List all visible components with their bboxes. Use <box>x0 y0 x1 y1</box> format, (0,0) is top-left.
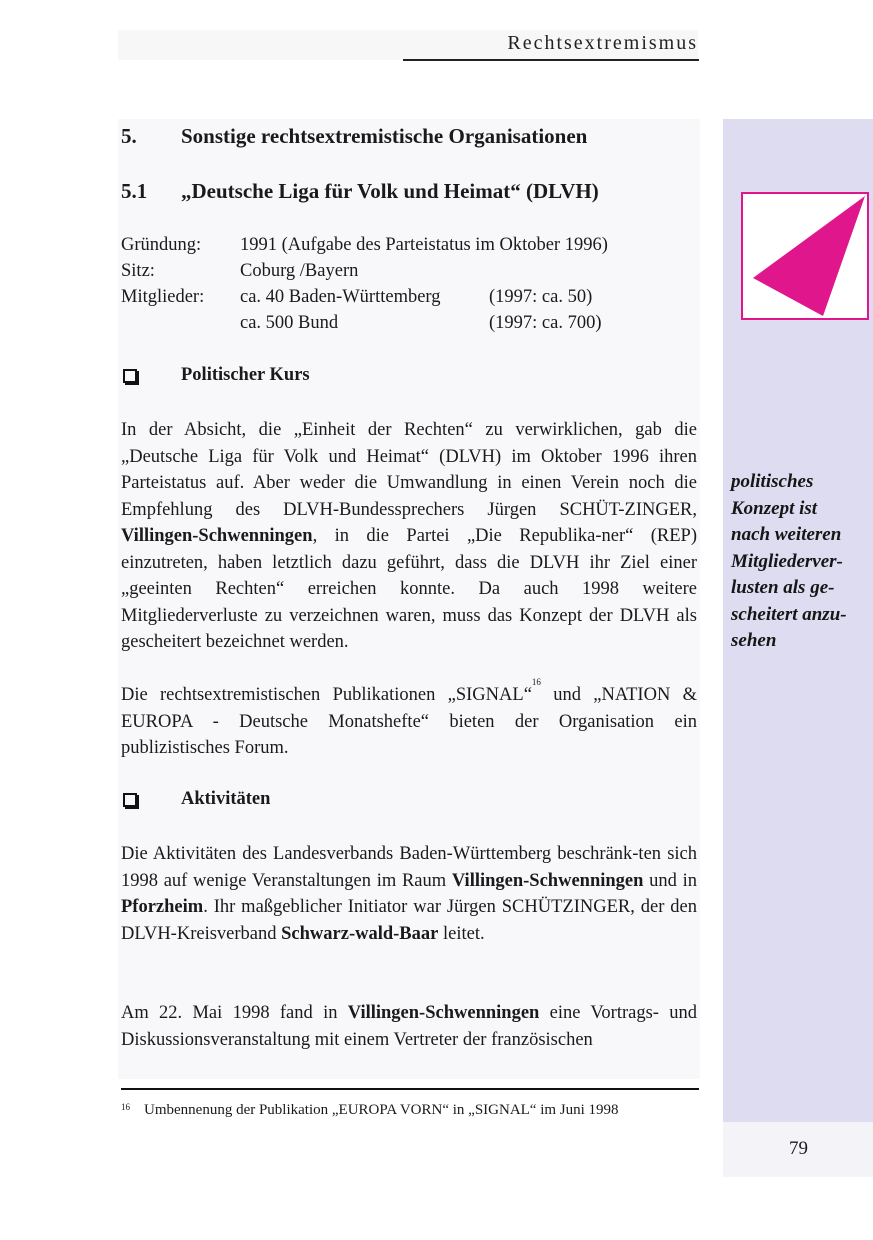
text-run-bold: Villingen-Schwenningen <box>347 1003 540 1023</box>
paragraph <box>121 417 697 656</box>
footnote-text: Umbennenung der Publikation „EUROPA VORN“ in „SIGNAL“ im Juni 1998 <box>144 1102 619 1118</box>
text-run: leitet. <box>438 923 485 944</box>
subsection-heading <box>121 179 599 204</box>
subsection-title: „Deutsche Liga für Volk und Heimat“ (DLVH) <box>181 179 599 203</box>
page-number: 79 <box>789 1138 808 1159</box>
fact-label: Mitglieder: <box>121 287 205 307</box>
text-run: und in <box>643 870 697 891</box>
paragraph <box>121 1000 697 1053</box>
section-heading <box>121 124 587 149</box>
footnote-number: 16 <box>121 1102 130 1112</box>
fact-row <box>121 310 608 336</box>
fact-row <box>121 232 608 258</box>
footnote-reference: 16 <box>531 677 541 687</box>
fact-row <box>121 284 608 310</box>
subsection-aktivitaeten <box>121 789 270 810</box>
text-run: . Ihr maßgeblicher Initiator war Jürgen SCHÜTZINGER, der den DLVH-Kreisverband <box>121 897 697 944</box>
magenta-triangle-logo-icon <box>741 192 869 320</box>
text-run-bold: Villingen-Schwenningen <box>121 526 313 546</box>
text-run: eine Vortrags- und Diskussionsveranstaltung mit einem Vertreter der französischen <box>121 1003 697 1050</box>
paragraph <box>121 677 697 762</box>
paragraph <box>121 841 697 947</box>
section-number: 5. <box>121 124 137 148</box>
text-run: und „NATION & EUROPA - Deutsche Monatshefte“ bieten der Organisation ein publizistisches Forum. <box>121 685 697 758</box>
fact-value: Coburg /Bayern <box>240 261 359 281</box>
text-run: Die rechtsextremistischen Publikationen „SIGNAL“ <box>121 685 532 705</box>
checkbox-bullet-icon <box>123 369 137 383</box>
text-run-bold: Schwarz-wald-Baar <box>281 923 439 944</box>
text-run: Am 22. Mai 1998 fand in <box>121 1003 348 1023</box>
subsection-heading-label: Politischer Kurs <box>181 365 310 385</box>
fact-value: ca. 500 Bund <box>240 313 339 333</box>
text-run: In der Absicht, die „Einheit der Rechten“ zu verwirklichen, gab die „Deutsche Liga für Volk und Heimat“ (DLVH) im Oktober 1996 ihren Parteistatus auf. Aber weder die Umwandlung in einen Verein noch die Empfehlung des DLVH-Bundessprechers Jürgen SCHÜT-ZINGER, <box>121 420 697 520</box>
running-head: Rechtsextremismus <box>507 32 698 54</box>
fact-extra: (1997: ca. 700) <box>489 313 602 333</box>
fact-extra: (1997: ca. 50) <box>489 287 593 307</box>
footnote <box>121 1102 619 1119</box>
checkbox-bullet-icon <box>123 793 137 807</box>
fact-label: Sitz: <box>121 261 155 281</box>
footnote-rule <box>121 1088 699 1090</box>
text-run-bold: Pforzheim <box>121 897 204 917</box>
subsection-heading-label: Aktivitäten <box>181 789 271 809</box>
subsection-number: 5.1 <box>121 179 148 203</box>
margin-note: politisches Konzept ist nach weiteren Mitgliederver- lusten als ge- scheitert anzu- sehen <box>731 471 847 651</box>
facts-table <box>121 232 608 336</box>
section-title: Sonstige rechtsextremistische Organisationen <box>181 124 588 148</box>
fact-label: Gründung: <box>121 235 202 255</box>
fact-value: ca. 40 Baden-Württemberg <box>240 287 441 307</box>
fact-value: 1991 (Aufgabe des Parteistatus im Oktober 1996) <box>240 235 608 255</box>
text-run-bold: Villingen-Schwenningen <box>451 870 644 891</box>
fact-label <box>121 310 240 336</box>
text-run: , in die Partei „Die Republika-ner“ (REP) einzutreten, haben letztlich dazu geführt, dass die DLVH ihr Ziel einer „geeinten Rechten“ erreichen konnte. Da auch 1998 weitere Mitgliederverluste zu verzeichnen waren, muss das Konzept der DLVH als gescheitert bezeichnet werden. <box>121 526 697 652</box>
fact-row <box>121 258 608 284</box>
header-rule <box>403 59 699 61</box>
text-run: Die Aktivitäten des Landesverbands Baden-Württemberg beschränk-ten sich 1998 auf wenige Veranstaltungen im Raum <box>121 844 697 891</box>
subsection-politischer-kurs <box>121 365 310 386</box>
